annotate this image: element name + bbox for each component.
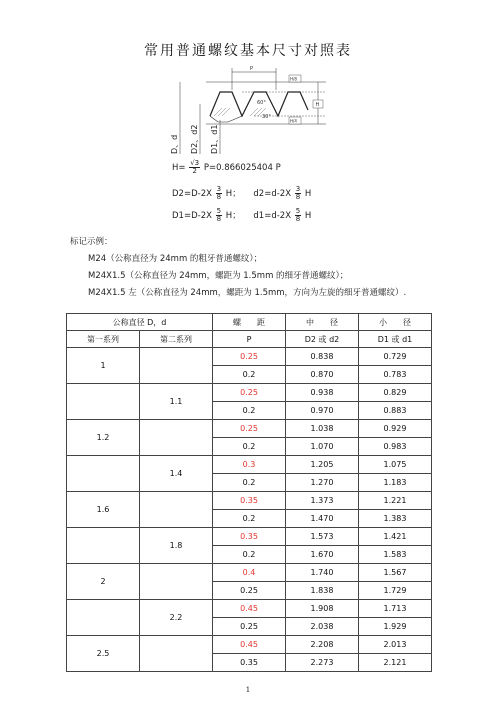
series2-cell: [140, 420, 213, 456]
table-row: [67, 456, 432, 474]
mid-diameter-cell: 1.070: [286, 438, 359, 456]
mid-diameter-cell: 1.740: [286, 564, 359, 582]
minor-diameter-cell: 2.013: [359, 636, 432, 654]
mid-diameter-cell: 1.205: [286, 456, 359, 474]
mid-diameter-cell: 2.273: [286, 654, 359, 672]
formula-h: [172, 160, 281, 175]
minor-diameter-cell: 0.883: [359, 402, 432, 420]
pitch-cell: 0.2: [213, 366, 286, 384]
minor-diameter-cell: 1.567: [359, 564, 432, 582]
minor-diameter-cell: 1.583: [359, 546, 432, 564]
mid-diameter-cell: 1.573: [286, 528, 359, 546]
series2-cell: [140, 348, 213, 384]
series2-cell: 1.8: [140, 528, 213, 564]
header-mid: 中 径: [286, 314, 359, 331]
pitch-cell: 0.2: [213, 438, 286, 456]
minor-diameter-cell: 0.729: [359, 348, 432, 366]
formula-h-sqrt: √3: [190, 159, 200, 167]
formula-d1-num2: 5: [295, 207, 301, 215]
table-row: [67, 348, 432, 366]
series1-cell: [67, 384, 140, 420]
pitch-cell: 0.45: [213, 636, 286, 654]
minor-diameter-cell: 1.729: [359, 582, 432, 600]
pitch-cell: 0.4: [213, 564, 286, 582]
series1-cell: 1: [67, 348, 140, 384]
h8-label: H/8: [290, 76, 297, 82]
pitch-cell: 0.25: [213, 618, 286, 636]
minor-diameter-cell: 0.829: [359, 384, 432, 402]
h-label: H: [315, 102, 320, 108]
mid-diameter-cell: 1.373: [286, 492, 359, 510]
pitch-cell: 0.2: [213, 402, 286, 420]
formula-d2-c: d2=d-2X: [253, 189, 292, 199]
pitch-cell: 0.25: [213, 348, 286, 366]
formula-d1-den2: 8: [295, 215, 301, 223]
pitch-cell: 0.35: [213, 528, 286, 546]
series2-cell: [140, 636, 213, 672]
header-mid-sub: D2 或 d2: [286, 331, 359, 348]
formula-d2-num2: 3: [295, 185, 301, 193]
thread-profile-diagram: [150, 62, 340, 162]
mid-diameter-cell: 1.670: [286, 546, 359, 564]
pitch-cell: 0.35: [213, 492, 286, 510]
angle60-label: 60°: [257, 100, 266, 106]
note-line: M24X1.5 左（公称直径为 24mm，螺距为 1.5mm，方向为左旋的细牙普通螺纹）.: [88, 288, 407, 298]
formula-d1-fraction2: [295, 208, 301, 223]
d1-label: D1、d1: [210, 124, 219, 154]
h4-label: H/4: [290, 118, 297, 124]
formula-d1-fraction: [216, 208, 222, 223]
table-row: [67, 528, 432, 546]
d2-label: D2、d2: [190, 124, 199, 154]
table-row: [67, 384, 432, 402]
minor-diameter-cell: 1.713: [359, 600, 432, 618]
formula-d2-fraction: [216, 186, 222, 201]
minor-diameter-cell: 1.221: [359, 492, 432, 510]
series2-cell: [140, 564, 213, 600]
header-series1: 第一系列: [67, 331, 140, 348]
series1-cell: 2: [67, 564, 140, 600]
note-line: M24X1.5（公称直径为 24mm，螺距为 1.5mm 的细牙普通螺纹）；: [88, 271, 349, 281]
d-label: D、d: [170, 134, 179, 154]
formula-d1: [172, 208, 311, 223]
mid-diameter-cell: 1.270: [286, 474, 359, 492]
formula-d2-a: D2=D-2X: [172, 189, 212, 199]
table-header-row: [67, 314, 432, 331]
minor-diameter-cell: 1.421: [359, 528, 432, 546]
mid-diameter-cell: 0.970: [286, 402, 359, 420]
pitch-cell: 0.25: [213, 582, 286, 600]
formula-d2-den2: 8: [295, 193, 301, 201]
table-row: [67, 564, 432, 582]
header-series2: 第二系列: [140, 331, 213, 348]
header-minor-sub: D1 或 d1: [359, 331, 432, 348]
pitch-cell: 0.25: [213, 384, 286, 402]
formula-d2: [172, 186, 311, 201]
series1-cell: [67, 456, 140, 492]
formula-d1-d: H: [304, 211, 312, 221]
minor-diameter-cell: 1.183: [359, 474, 432, 492]
formula-d1-c: d1=d-2X: [253, 211, 292, 221]
series1-cell: 2.5: [67, 636, 140, 672]
series2-cell: 1.4: [140, 456, 213, 492]
formula-d2-fraction2: [295, 186, 301, 201]
table-row: [67, 636, 432, 654]
minor-diameter-cell: 1.075: [359, 456, 432, 474]
minor-diameter-cell: 0.783: [359, 366, 432, 384]
series2-cell: [140, 492, 213, 528]
mid-diameter-cell: 2.208: [286, 636, 359, 654]
minor-diameter-cell: 2.121: [359, 654, 432, 672]
header-pitch-sub: P: [213, 331, 286, 348]
formula-d1-num: 5: [216, 207, 222, 215]
header-pitch: 螺 距: [213, 314, 286, 331]
pitch-label: P: [250, 66, 254, 72]
notes-heading: 标记示例：: [70, 237, 113, 247]
mid-diameter-cell: 1.908: [286, 600, 359, 618]
minor-diameter-cell: 0.983: [359, 438, 432, 456]
formula-h-fraction: [189, 160, 200, 175]
mid-diameter-cell: 1.470: [286, 510, 359, 528]
mid-diameter-cell: 0.870: [286, 366, 359, 384]
thread-size-table: [66, 313, 432, 672]
pitch-cell: 0.35: [213, 654, 286, 672]
formula-h-lhs: H=: [172, 163, 186, 173]
formula-d2-num: 3: [216, 185, 222, 193]
series1-cell: 1.6: [67, 492, 140, 528]
mid-diameter-cell: 1.838: [286, 582, 359, 600]
page-number: 1: [245, 686, 251, 694]
formula-h-rhs: P=0.866025404 P: [203, 163, 281, 173]
page-title: 常用普通螺纹基本尺寸对照表: [144, 43, 352, 59]
pitch-cell: 0.3: [213, 456, 286, 474]
mid-diameter-cell: 0.838: [286, 348, 359, 366]
note-line: M24（公称直径为 24mm 的粗牙普通螺纹）；: [88, 254, 263, 264]
pitch-cell: 0.2: [213, 474, 286, 492]
table-row: [67, 492, 432, 510]
table-subheader-row: [67, 331, 432, 348]
minor-diameter-cell: 0.929: [359, 420, 432, 438]
pitch-cell: 0.25: [213, 420, 286, 438]
pitch-cell: 0.2: [213, 510, 286, 528]
mid-diameter-cell: 0.938: [286, 384, 359, 402]
marking-examples: [70, 234, 406, 302]
table-row: [67, 420, 432, 438]
series1-cell: [67, 528, 140, 564]
mid-diameter-cell: 2.038: [286, 618, 359, 636]
formula-d1-b: H；: [225, 211, 241, 221]
header-nominal: 公称直径 D，d: [67, 314, 213, 331]
pitch-cell: 0.2: [213, 546, 286, 564]
pitch-cell: 0.45: [213, 600, 286, 618]
formula-d1-den: 8: [216, 215, 222, 223]
minor-diameter-cell: 1.929: [359, 618, 432, 636]
series1-cell: 1.2: [67, 420, 140, 456]
series1-cell: [67, 600, 140, 636]
angle30-label: 30°: [262, 114, 271, 120]
formula-d1-a: D1=D-2X: [172, 211, 212, 221]
minor-diameter-cell: 1.383: [359, 510, 432, 528]
series2-cell: 1.1: [140, 384, 213, 420]
mid-diameter-cell: 1.038: [286, 420, 359, 438]
table-row: [67, 600, 432, 618]
formula-d2-b: H；: [225, 189, 241, 199]
formula-d2-d: H: [304, 189, 312, 199]
series2-cell: 2.2: [140, 600, 213, 636]
formula-h-den: 2: [192, 167, 197, 175]
formula-d2-den: 8: [216, 193, 222, 201]
header-minor: 小 径: [359, 314, 432, 331]
